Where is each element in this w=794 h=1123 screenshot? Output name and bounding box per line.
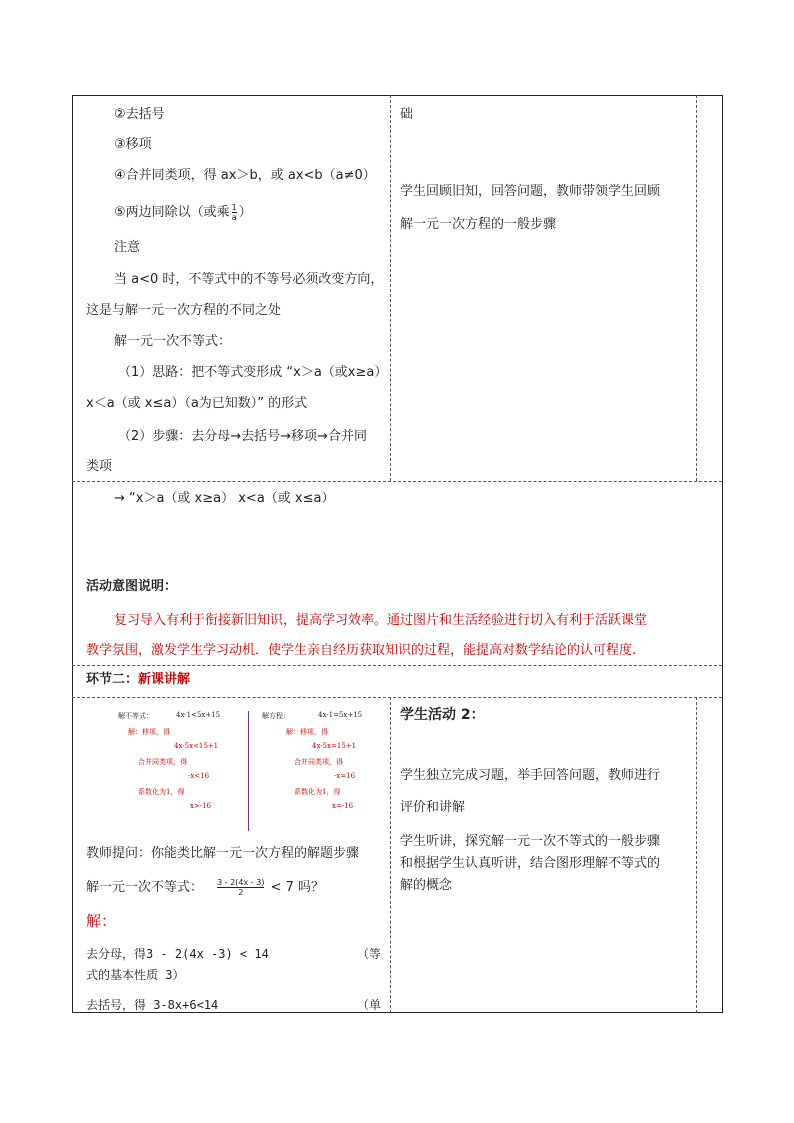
- step-2: ②去括号: [114, 107, 165, 122]
- question-fraction-denominator: 2: [238, 888, 244, 897]
- teacher-question-suffix: < 7 吗？: [270, 880, 325, 895]
- fig-right-head: 解方程：: [262, 712, 290, 720]
- lesson-table: [72, 95, 723, 1013]
- intent-line-2: 教学氛围，激发学生学习动机．使学生亲自经历获取知识的过程，能提高对数学结论的认可程度.: [86, 643, 637, 658]
- step-5: [114, 203, 252, 222]
- fig-right-step1-eq: 4x-5x=15+1: [312, 742, 357, 750]
- row-divider-section2: [72, 665, 722, 666]
- step-5-prefix: ⑤两边同除以（或乘: [114, 205, 230, 220]
- intent-line-1: 复习导入有利于衔接新旧知识，提高学习效率。通过图片和生活经验进行切入有利于活跃课堂: [114, 613, 648, 628]
- comparison-figure: [84, 705, 382, 835]
- fig-left-step1: 解：移项，得: [128, 728, 170, 736]
- step-4: ④合并同类项，得 ax＞b，或 ax<b（a≠0）: [114, 168, 376, 183]
- solve-title: 解一元一次不等式：: [114, 334, 232, 349]
- note-title: 注意: [114, 240, 141, 255]
- solution-step-1-note-a: （等: [357, 947, 382, 961]
- solution-step-1-note-b: 式的基本性质 3）: [86, 968, 185, 982]
- note-line-2: 这是与解一元一次方程的不同之处: [86, 303, 282, 318]
- step-5-suffix: ）: [238, 205, 252, 220]
- fig-left-step3-eq: x>-16: [190, 802, 212, 810]
- solution-step-1: 去分母，得3 - 2(4x -3) < 14: [86, 947, 269, 961]
- solution-step-2-note: （单: [357, 998, 382, 1012]
- column-divider-bottom: [390, 697, 391, 1013]
- solution-step-2: 去括号，得 3-8x+6<14: [86, 998, 219, 1012]
- question-fraction: [217, 878, 264, 897]
- steps-line-2: 类项: [86, 459, 113, 474]
- fig-right-eq: 4x-1=5x+15: [318, 711, 363, 719]
- student-activity-2-line-2: 评价和讲解: [400, 800, 466, 815]
- student-review-line-2: 解一元一次方程的一般步骤: [400, 217, 557, 232]
- fig-left-head: 解不等式：: [118, 712, 153, 720]
- fig-right-step3-eq: x=-16: [332, 802, 354, 810]
- fig-right-step2-eq: -x=16: [334, 772, 356, 780]
- student-activity-2-line-3: 学生听讲，探究解一元一次不等式的一般步骤: [400, 834, 661, 849]
- question-fraction-numerator: 3 - 2(4x - 3): [217, 878, 265, 887]
- section2-label: 环节二：: [86, 672, 139, 687]
- column-divider-right-bottom: [696, 697, 697, 1013]
- step-3: ③移项: [114, 137, 152, 152]
- table-right-border: [722, 95, 723, 1013]
- intent-title: 活动意图说明：: [86, 579, 178, 594]
- teacher-question-line-1: 教师提问：你能类比解一元一次方程的解题步骤: [86, 846, 360, 861]
- fig-left-step3: 系数化为1，得: [138, 788, 185, 796]
- row-divider-content: [72, 697, 722, 698]
- fraction-numerator: 1: [231, 203, 237, 212]
- student-activity-2-line-1: 学生独立完成习题，举手回答问题，教师进行: [400, 768, 661, 783]
- student-activity-2-line-4: 和根据学生认真听讲，结合图形理解不等式的: [400, 856, 661, 871]
- solution-label: 解：: [86, 912, 117, 930]
- teacher-question-line-2: [86, 878, 324, 897]
- fig-left-eq: 4x-1<5x+15: [176, 711, 221, 719]
- table-left-border: [72, 95, 73, 1013]
- student-activity-2-line-5: 解的概念: [400, 878, 453, 893]
- section2-title: 新课讲解: [138, 672, 191, 687]
- fig-right-step3: 系数化为1，得: [294, 788, 341, 796]
- table-top-border: [72, 95, 722, 96]
- right-top-text: 础: [400, 107, 414, 122]
- row-divider-intent: [72, 481, 722, 482]
- column-divider-top: [390, 95, 391, 481]
- fraction-denominator: a: [231, 213, 237, 222]
- fig-left-step2-eq: -x<16: [188, 772, 210, 780]
- student-activity-2-title: 学生活动 2：: [400, 707, 485, 723]
- fig-left-step1-eq: 4x-5x<15+1: [174, 742, 219, 750]
- student-review-line-1: 学生回顾旧知，回答问题，教师带领学生回顾: [400, 184, 661, 199]
- teacher-question-prefix: 解一元一次不等式：: [86, 880, 204, 895]
- fig-right-step1: 解：移项，得: [286, 728, 328, 736]
- steps-line-1: （2）步骤：去分母→去括号→移项→合并同: [118, 429, 367, 444]
- note-line-1: 当 a<0 时，不等式中的不等号必须改变方向，: [114, 272, 384, 287]
- column-divider-right-top: [696, 95, 697, 481]
- idea-line-2: x＜a（或 x≤a）（a为已知数）” 的形式: [86, 396, 308, 411]
- fig-right-step2: 合并同类项，得: [294, 758, 343, 766]
- figure-divider: [248, 711, 249, 831]
- section2-header: [86, 672, 190, 688]
- fig-left-step2: 合并同类项，得: [138, 758, 187, 766]
- step-5-fraction: [232, 203, 237, 222]
- steps-line-3: → “x＞a（或 x≥a） x<a（或 x≤a）: [114, 491, 335, 506]
- idea-line-1: （1）思路：把不等式变形成 “x＞a（或x≥a）: [118, 365, 388, 380]
